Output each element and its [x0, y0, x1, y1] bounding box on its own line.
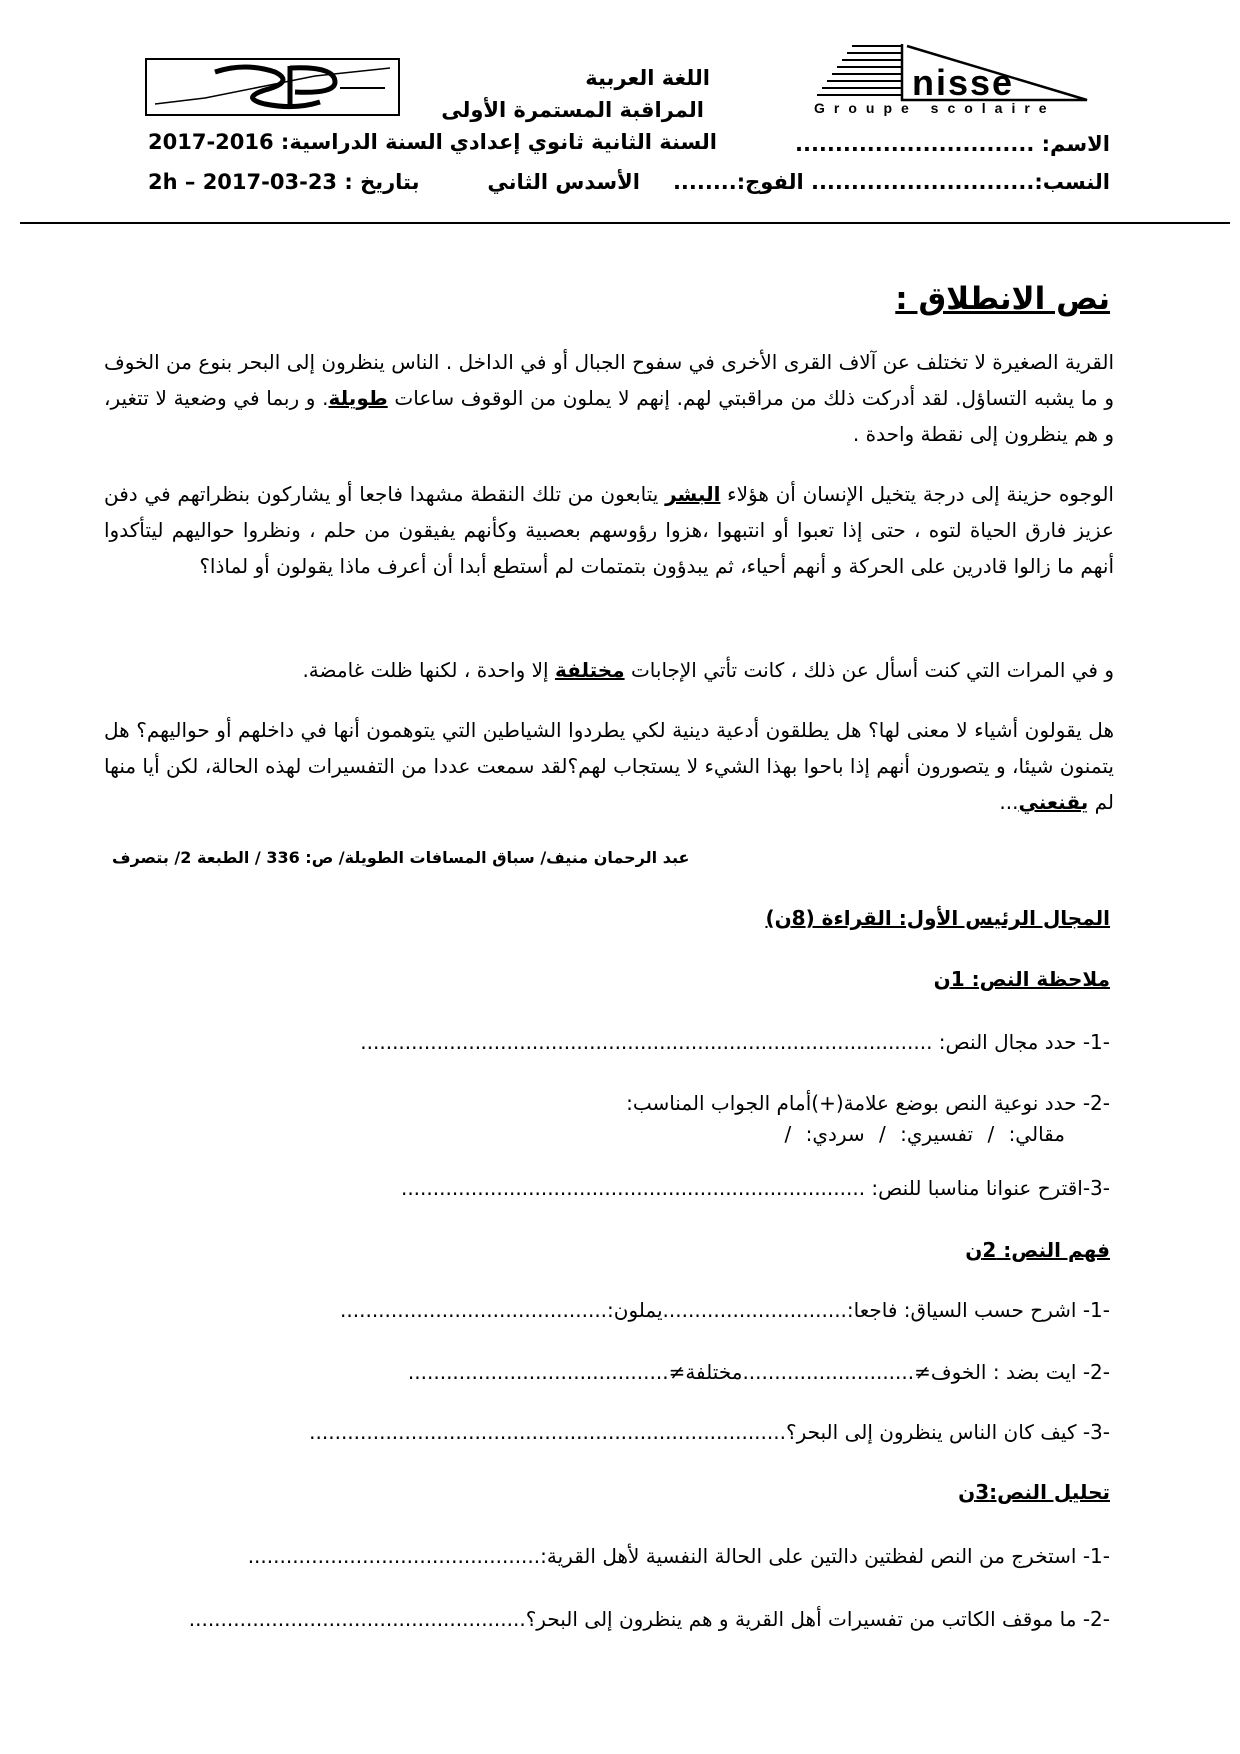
school-logo-subtext: Groupe scolaire: [814, 100, 1056, 116]
paragraph-4: [104, 712, 1114, 820]
paragraph-1: [104, 344, 1114, 452]
paragraph-2-text-a: الوجوه حزينة إلى درجة يتخيل الإنسان أن هؤلاء: [720, 482, 1114, 506]
school-year: السنة الدراسية: 2016-2017: [148, 130, 443, 154]
level: السنة الثانية ثانوي إعدادي: [449, 130, 717, 154]
paragraph-2-keyword: البشر: [665, 482, 721, 506]
comprehension-question-2: -2- ايت بضد : الخوف≠...........................مختلفة≠.........................................: [407, 1360, 1110, 1384]
header-divider: [20, 222, 1230, 224]
comprehension-question-3: -3- كيف كان الناس ينظرون إلى البحر؟...........................................................................: [309, 1420, 1110, 1444]
observation-question-3: -3-اقترح عنوانا مناسبا للنص: .........................................................................: [400, 1176, 1110, 1200]
text-title: نص الانطلاق :: [895, 281, 1110, 317]
analysis-heading: تحليل النص:3ن: [958, 1480, 1110, 1504]
school-logo: [812, 40, 1092, 118]
paragraph-2-text-b: يتابعون من تلك النقطة مشهدا فاجعا أو يشاركون بنظراتهم في دفن عزيز فارق الحياة لتوه ، حتى إذا تعبوا أو انتبهوا ،هزوا رؤوسهم بعصبية وكأنهم يفيقون من حلم ، ونظروا حواليهم ليتأكدوا أنهم ما زالوا قادرين على الحركة و أنهم أحياء، ثم يبدؤون بتمتمات لم أستطع أبدا أن أعرف ماذا يقولون أو لماذا؟: [104, 482, 1114, 578]
paragraph-1-text-a: القرية الصغيرة لا تختلف عن آلاف القرى الأخرى في سفوح الجبال أو في الداخل . الناس ينظرون إلى البحر بنوع من الخوف و ما يشبه التساؤل. لقد أدركت ذلك من مراقبتي لهم. إنهم لا يملون من الوقوف ساعات: [104, 350, 1115, 410]
comprehension-question-1: -1- اشرح حسب السياق: فاجعا:.............................يملون:..........................................: [340, 1298, 1110, 1322]
surname-group-field: النسب:............................ الفوج:........: [672, 170, 1110, 194]
observation-question-1: -1- حدد مجال النص: ..........................................................................................: [360, 1030, 1110, 1054]
paragraph-4-text-b: ...: [999, 790, 1019, 814]
paragraph-3: [104, 652, 1114, 688]
paragraph-3-text-b: إلا واحدة ، لكنها ظلت غامضة.: [302, 658, 555, 682]
analysis-question-2: -2- ما موقف الكاتب من تفسيرات أهل القرية و هم ينظرون إلى البحر؟.....................................................: [188, 1607, 1110, 1631]
left-logo-icon: [145, 58, 400, 116]
subject: اللغة العربية: [585, 66, 710, 90]
paragraph-1-text-b: . و ربما في وضعية لا تتغير، و هم ينظرون إلى نقطة واحدة .: [104, 386, 1114, 446]
observation-heading: ملاحظة النص: 1ن: [933, 967, 1110, 991]
paragraph-2: [104, 476, 1114, 584]
school-logo-text: nisse: [912, 62, 1015, 103]
name-field: الاسم: ..............................: [795, 132, 1110, 156]
paragraph-3-text-a: و في المرات التي كنت أسأل عن ذلك ، كانت تأتي الإجابات: [624, 658, 1114, 682]
paragraph-4-keyword: يقنعني: [1018, 790, 1089, 814]
paragraph-1-keyword: طويلة: [328, 386, 388, 410]
paragraph-4-text-a: هل يقولون أشياء لا معنى لها؟ هل يطلقون أدعية دينية لكي يطردوا الشياطين التي يتوهمون أنها في داخلهم أو حواليهم؟ هل يتمنون شيئا، و يتصورون أنهم إذا باحوا بهذا الشيء لا يستجاب لهم؟لقد سمعت عددا من التفسيرات لهذه الحالة، لكن أيا منها لم: [104, 718, 1114, 814]
exam-date: بتاريخ : 23-03-2017 – 2h: [148, 170, 420, 194]
comprehension-heading: فهم النص: 2ن: [965, 1238, 1110, 1262]
semester: الأسدس الثاني: [487, 170, 640, 194]
section-reading-heading: المجال الرئيس الأول: القراءة (8ن): [765, 906, 1110, 930]
observation-question-2-options: مقالي: / تفسيري: / سردي: /: [784, 1122, 1065, 1146]
paragraph-3-keyword: مختلفة: [554, 658, 625, 682]
analysis-question-1: -1- استخرج من النص لفظتين دالتين على الحالة النفسية لأهل القرية:..............................................: [247, 1544, 1110, 1568]
exam-title: المراقبة المستمرة الأولى: [441, 98, 704, 122]
text-source: عبد الرحمان منيف/ سباق المسافات الطويلة/ ص: 336 / الطبعة 2/ بتصرف: [112, 848, 690, 867]
observation-question-2: -2- حدد نوعية النص بوضع علامة(+)أمام الجواب المناسب:: [626, 1091, 1110, 1115]
